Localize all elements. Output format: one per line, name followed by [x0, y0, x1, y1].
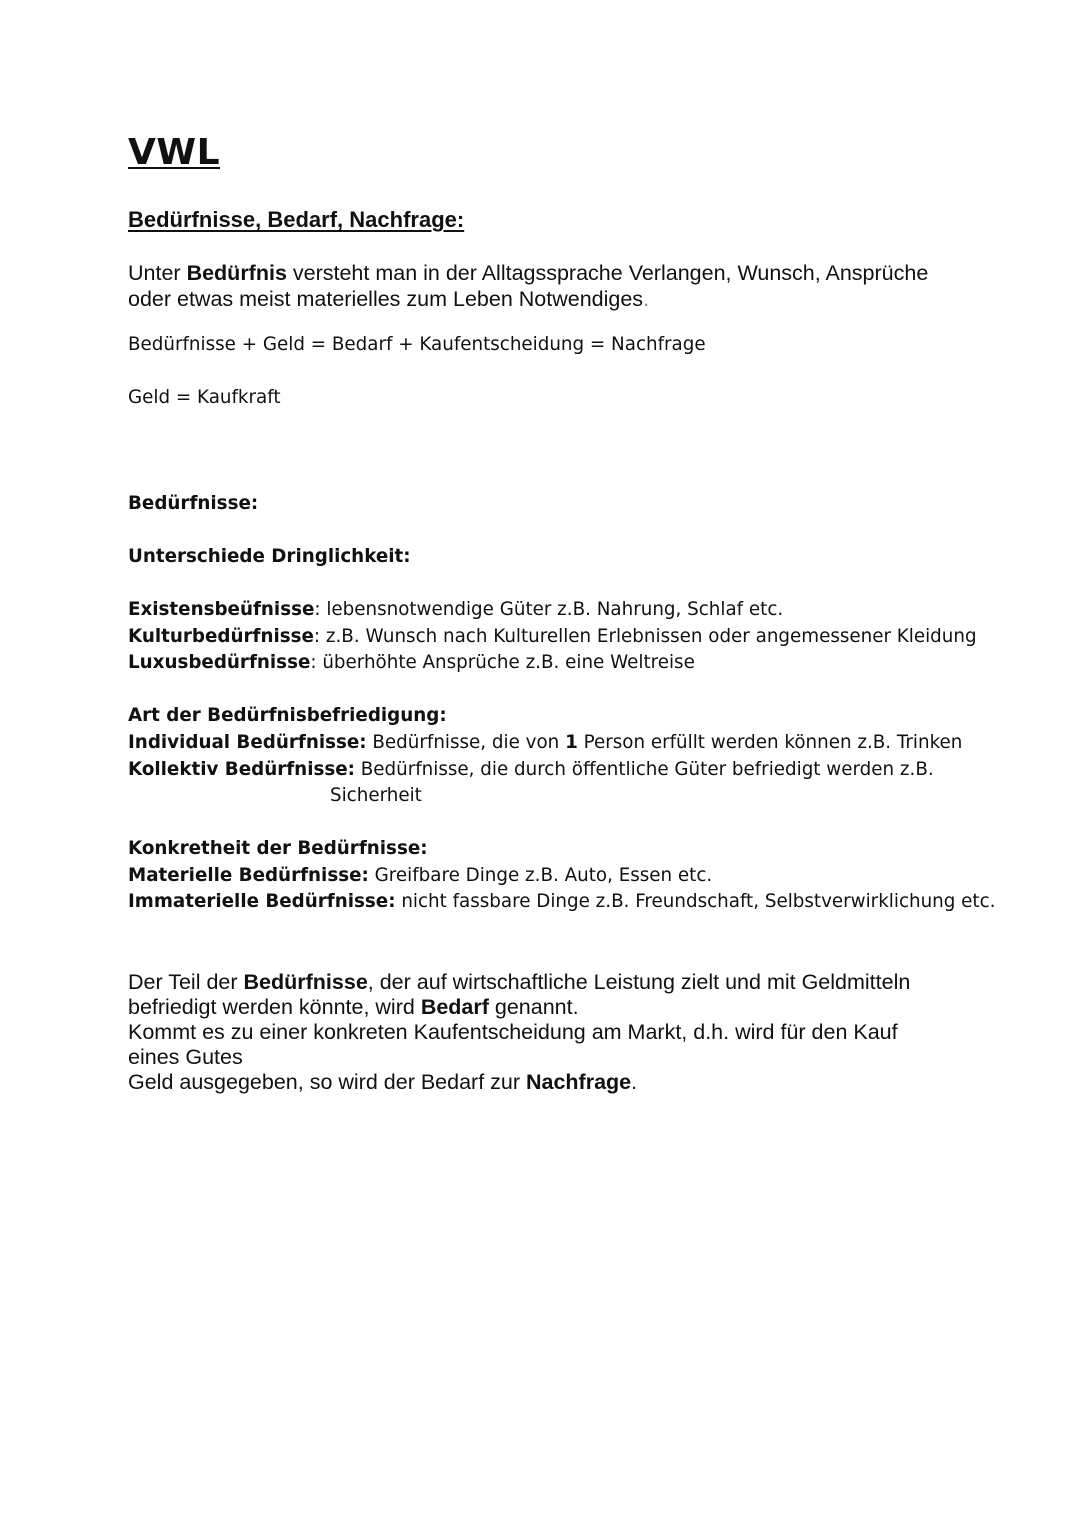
section-title: Bedürfnisse, Bedarf, Nachfrage:: [128, 207, 465, 232]
summary-line-2: befriedigt werden könnte, wird Bedarf genannt.: [128, 995, 579, 1019]
summary-line-4: eines Gutes: [128, 1045, 243, 1069]
urgency-heading: Unterschiede Dringlichkeit:: [128, 546, 411, 567]
term-nachfrage: Nachfrage: [525, 1070, 632, 1094]
concreteness-heading: Konkretheit der Bedürfnisse:: [128, 838, 428, 859]
concreteness-item-material: Materielle Bedürfnisse: Greifbare Dinge z.B. Auto, Essen etc.: [128, 865, 713, 886]
summary-line-1: Der Teil der Bedürfnisse, der auf wirtschaftliche Leistung zielt und mit Geldmitteln: [128, 970, 911, 994]
satisfaction-heading: Art der Bedürfnisbefriedigung:: [128, 705, 447, 726]
satisfaction-item-collective-continuation: Sicherheit: [330, 785, 422, 806]
urgency-item-existence: Existensbeüfnisse: lebensnotwendige Güter z.B. Nahrung, Schlaf etc.: [128, 599, 784, 620]
concreteness-item-immaterial: Immaterielle Bedürfnisse: nicht fassbare Dinge z.B. Freundschaft, Selbstverwirklichung etc.: [128, 891, 996, 912]
term-beduerfnis: Bedürfnis: [186, 261, 287, 285]
summary-line-3: Kommt es zu einer konkreten Kaufentscheidung am Markt, d.h. wird für den Kauf: [128, 1020, 898, 1044]
term-beduerfnisse: Bedürfnisse: [243, 970, 368, 994]
urgency-item-culture: Kulturbedürfnisse: z.B. Wunsch nach Kulturellen Erlebnissen oder angemessener Kleidung: [128, 626, 977, 647]
formula-needs-demand: Bedürfnisse + Geld = Bedarf + Kaufentscheidung = Nachfrage: [128, 334, 706, 355]
summary-line-5: Geld ausgegeben, so wird der Bedarf zur Nachfrage.: [128, 1070, 638, 1094]
formula-money-purchasing-power: Geld = Kaufkraft: [128, 387, 281, 408]
intro-line-1: Unter Bedürfnis versteht man in der Alltagssprache Verlangen, Wunsch, Ansprüche: [128, 261, 929, 285]
intro-line-2: oder etwas meist materielles zum Leben Notwendiges.: [128, 287, 650, 311]
summary-paragraph: [128, 970, 910, 1095]
page-title: VWL: [128, 132, 221, 173]
satisfaction-item-collective: Kollektiv Bedürfnisse: Bedürfnisse, die durch öffentliche Güter befriedigt werden z.B.: [128, 759, 934, 780]
needs-heading: Bedürfnisse:: [128, 493, 259, 514]
term-bedarf: Bedarf: [420, 995, 489, 1019]
urgency-item-luxury: Luxusbedürfnisse: überhöhte Ansprüche z.B. eine Weltreise: [128, 652, 695, 673]
intro-paragraph: [128, 260, 928, 312]
satisfaction-item-individual: Individual Bedürfnisse: Bedürfnisse, die von 1 Person erfüllt werden können z.B. Trinken: [128, 732, 963, 753]
